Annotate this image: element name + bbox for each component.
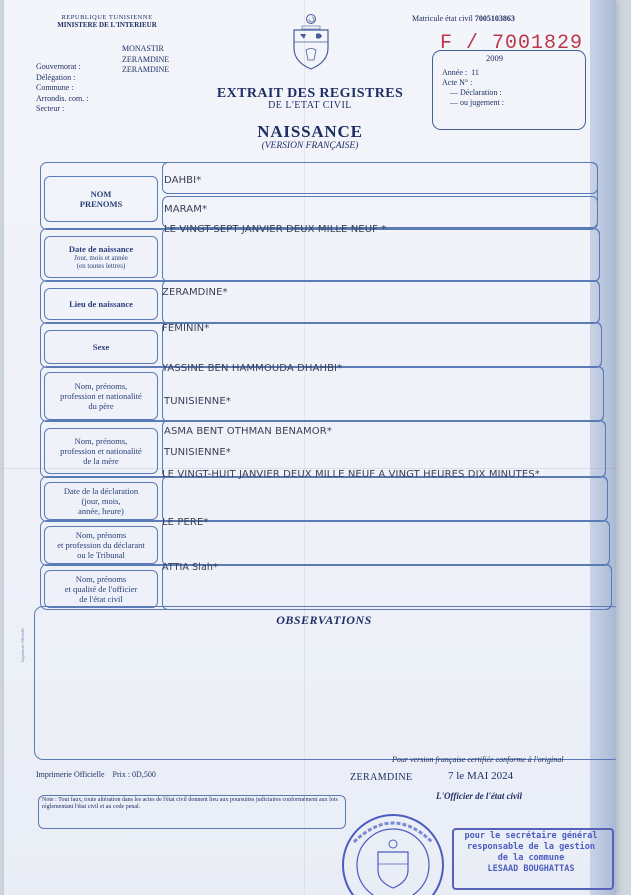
dob-label: Date de naissance [68,244,134,254]
pob-label: Lieu de naissance [44,288,158,320]
serial-number: F / 7001829 [440,32,584,55]
dob-label-box [44,236,158,278]
declaration-label: — Déclaration : [450,88,502,97]
tunisia-emblem-icon [288,12,334,72]
father-name-value: YASSINE BEN HAMMOUDA DHAHBI* [162,363,343,374]
republic-label: REPUBLIQUE TUNISIENNE [61,14,153,21]
stamp-line-3: de la commune [497,853,565,863]
gouvernorat-label: Gouvernorat : [36,62,81,71]
pob-value-box [162,280,600,324]
declaration-date-value: LE VINGT-HUIT JANVIER DEUX MILLE NEUF A VINGT HEURES DIX MINUTES* [162,469,540,480]
sex-value-box [162,322,602,368]
observations-title: OBSERVATIONS [276,613,372,627]
jugement-label: — ou jugement : [450,98,504,107]
acte-info [442,68,504,108]
certification-text: Pour version française certifiée conforme à l'original [392,755,564,764]
declaration-date-label: Date de la déclaration (jour, mois, année, heure) [44,482,158,520]
dob-value: LE VINGT-SEPT JANVIER DEUX MILLE NEUF * [164,224,387,235]
nom-value-box [162,162,598,194]
officer-value-box [162,564,612,610]
price-label: Prix : 0D,500 [112,770,156,779]
declaration-value-box [162,476,608,522]
sex-label: Sexe [44,330,158,364]
matricule-value: 7005103863 [474,14,515,23]
prenoms-label: PRENOMS [79,199,123,209]
officer-signature-label: L'Officier de l'état civil [436,791,523,801]
gouvernorat-value: MONASTIR [122,44,164,53]
declarant-label: Nom, prénoms et profession du déclarant ou le Tribunal [44,526,158,564]
document-subtitle: DE L'ETAT CIVIL [268,100,352,111]
pob-value: ZERAMDINE* [162,287,228,298]
commune-value: ZERAMDINE [122,65,170,74]
document-version: (VERSION FRANÇAISE) [261,141,359,151]
issue-date: 7 le MAI 2024 [448,770,514,782]
mother-label: Nom, prénoms, profession et nationalité de la mère [44,428,158,474]
father-nationality-value: TUNISIENNE* [164,396,231,407]
secteur-label: Secteur : [36,104,65,113]
arrondissement-label: Arrondis. com. : [36,93,89,103]
prenoms-value: MARAM* [164,204,208,215]
mother-nationality-value: TUNISIENNE* [164,447,231,458]
sex-value: FEMININ* [162,323,210,334]
matricule-label: Matricule état civil [412,14,473,23]
officer-value: ATTIA Slah* [162,562,218,573]
birth-certificate-sheet [4,0,616,895]
dob-value-box [162,228,600,282]
printer-label: Imprimerie Officielle [36,770,105,779]
document-type: NAISSANCE [257,122,363,141]
declarant-value: LE PERE* [162,517,209,528]
declarant-value-box [162,520,610,566]
ministry-seal-icon [340,812,446,895]
issue-place: ZERAMDINE [350,772,413,783]
commune-label: Commune : [36,83,74,92]
father-label: Nom, prénoms, profession et nationalité du père [44,372,158,420]
officer-label: Nom, prénoms et qualité de l'officier de l'état civil [44,570,158,608]
acte-year-value: 2009 [486,53,503,63]
printer-line [36,770,156,779]
legal-note: Note : Tout faux, toute altération dans les actes de l'état civil donnent lieu aux poursuites judiciaires conformément aux lois réglementant l'état civil et au code penal. [42,797,338,810]
father-value-box [162,366,604,422]
annee-value: 11 [471,68,479,77]
nom-value: DAHBI* [164,175,202,186]
acte-number-label: Acte N° : [442,78,473,87]
stamp-line-1: pour le secrétaire général [464,831,598,841]
dob-sublabel: Jour, mois et année (en toutes lettres) [74,254,128,270]
ministry-label: MINISTERE DE L'INTERIEUR [57,21,157,29]
document-title: EXTRAIT DES REGISTRES [216,86,404,101]
side-printer-mark: Imprimerie Officielle [20,627,25,662]
stamp-line-2: responsable de la gestion [467,842,595,852]
delegation-label: Délégation : [36,72,76,82]
observations-box [34,606,616,760]
delegation-value: ZERAMDINE [122,54,170,64]
ministry-header [32,14,182,29]
matricule-line [412,14,515,23]
stamp-line-4: LESAAD BOUGHATTAS [487,864,575,874]
name-label-box [44,176,158,222]
admin-labels [36,62,88,115]
annee-label: Année : [442,68,468,77]
admin-values [122,44,169,76]
secretary-stamp-text [456,831,606,875]
nom-label: NOM [90,189,112,199]
mother-name-value: ASMA BENT OTHMAN BENAMOR* [164,426,332,437]
